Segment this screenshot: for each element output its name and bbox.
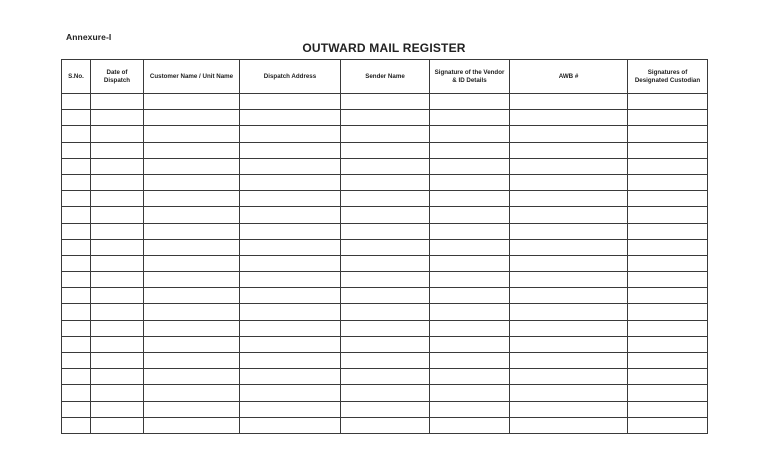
table-cell [62,191,91,207]
table-cell [510,110,628,126]
table-cell [628,94,708,110]
table-cell [62,239,91,255]
table-cell [91,385,144,401]
table-cell [510,174,628,190]
register-body [62,94,708,434]
table-cell [628,207,708,223]
col-header-custodian-signature [628,60,708,94]
table-cell [240,417,341,433]
table-cell [430,417,510,433]
table-cell [144,158,240,174]
table-row [62,385,708,401]
table-cell [510,223,628,239]
table-cell [240,353,341,369]
table-cell [341,126,430,142]
table-cell [510,385,628,401]
table-row [62,353,708,369]
table-cell [430,191,510,207]
table-cell [628,126,708,142]
table-row [62,142,708,158]
table-cell [341,223,430,239]
col-header-custodian-label: Signatures of Designated Custodian [634,69,701,84]
col-header-dispatch-address [240,60,341,94]
table-cell [240,336,341,352]
table-cell [430,223,510,239]
table-cell [628,288,708,304]
table-cell [510,239,628,255]
table-cell [510,126,628,142]
table-cell [144,304,240,320]
col-header-customer-label: Customer Name / Unit Name [149,72,234,80]
table-cell [430,304,510,320]
table-cell [510,417,628,433]
table-cell [91,110,144,126]
table-cell [628,417,708,433]
table-cell [144,255,240,271]
table-row [62,320,708,336]
table-cell [240,304,341,320]
table-cell [91,369,144,385]
table-cell [628,255,708,271]
table-cell [144,272,240,288]
table-cell [240,110,341,126]
table-row [62,272,708,288]
table-row [62,304,708,320]
table-cell [430,353,510,369]
table-cell [240,126,341,142]
table-cell [144,336,240,352]
table-row [62,158,708,174]
table-cell [430,110,510,126]
table-cell [240,191,341,207]
table-cell [144,223,240,239]
table-cell [144,417,240,433]
table-cell [144,288,240,304]
register-title: OUTWARD MAIL REGISTER [302,41,466,55]
table-cell [91,94,144,110]
table-cell [341,255,430,271]
table-cell [341,288,430,304]
table-cell [430,239,510,255]
table-cell [62,207,91,223]
table-cell [430,207,510,223]
table-cell [91,191,144,207]
table-cell [91,174,144,190]
table-cell [430,369,510,385]
table-row [62,223,708,239]
table-cell [341,417,430,433]
table-cell [144,320,240,336]
table-row [62,174,708,190]
table-cell [62,401,91,417]
table-cell [62,353,91,369]
table-cell [628,272,708,288]
table-cell [62,288,91,304]
table-cell [91,401,144,417]
table-cell [510,288,628,304]
table-cell [240,401,341,417]
table-cell [430,385,510,401]
table-cell [144,401,240,417]
table-cell [240,142,341,158]
table-row [62,94,708,110]
table-cell [430,288,510,304]
table-cell [144,94,240,110]
table-cell [144,191,240,207]
table-cell [240,158,341,174]
col-header-date-of-dispatch [91,60,144,94]
table-cell [62,336,91,352]
table-cell [628,320,708,336]
table-cell [62,255,91,271]
table-cell [240,320,341,336]
table-row [62,417,708,433]
table-cell [62,126,91,142]
table-cell [510,304,628,320]
table-cell [510,255,628,271]
table-cell [240,369,341,385]
table-cell [62,417,91,433]
table-cell [240,272,341,288]
table-cell [510,191,628,207]
table-cell [341,239,430,255]
table-cell [341,207,430,223]
table-row [62,239,708,255]
table-cell [62,174,91,190]
table-cell [341,191,430,207]
col-header-date-label: Date of Dispatch [103,69,131,84]
table-cell [430,158,510,174]
table-cell [341,385,430,401]
table-cell [341,272,430,288]
table-cell [628,304,708,320]
table-cell [341,336,430,352]
table-cell [240,288,341,304]
table-cell [430,401,510,417]
annexure-label: Annexure-I [66,32,112,42]
table-cell [510,142,628,158]
table-cell [510,369,628,385]
table-cell [62,110,91,126]
table-row [62,255,708,271]
table-cell [91,353,144,369]
table-cell [510,401,628,417]
table-cell [341,353,430,369]
table-cell [62,142,91,158]
table-cell [91,304,144,320]
outward-mail-register-table [61,59,708,434]
table-cell [91,272,144,288]
header-row [62,60,708,94]
table-cell [240,94,341,110]
table-cell [430,126,510,142]
table-cell [240,385,341,401]
table-cell [240,174,341,190]
table-row [62,336,708,352]
table-row [62,369,708,385]
table-cell [628,174,708,190]
table-cell [144,126,240,142]
table-cell [510,272,628,288]
table-cell [91,158,144,174]
table-cell [62,223,91,239]
table-cell [628,353,708,369]
table-cell [510,320,628,336]
table-cell [510,158,628,174]
table-cell [430,320,510,336]
table-cell [341,320,430,336]
table-row [62,110,708,126]
col-header-awb-label: AWB # [558,72,579,80]
col-header-vendor-label: Signature of the Vendor & ID Details [434,69,505,84]
table-cell [240,207,341,223]
col-header-awb [510,60,628,94]
table-cell [628,223,708,239]
table-cell [91,207,144,223]
col-header-address-label: Dispatch Address [263,72,317,80]
table-cell [144,110,240,126]
table-cell [62,385,91,401]
table-cell [628,110,708,126]
col-header-sno-label: S.No. [68,72,84,80]
table-cell [628,191,708,207]
table-cell [144,142,240,158]
table-cell [341,158,430,174]
table-cell [341,142,430,158]
table-cell [91,417,144,433]
table-cell [628,385,708,401]
table-cell [62,304,91,320]
table-cell [430,142,510,158]
table-cell [91,320,144,336]
table-cell [628,401,708,417]
col-header-sender-name [341,60,430,94]
table-cell [62,94,91,110]
table-cell [144,353,240,369]
table-cell [341,174,430,190]
table-cell [430,174,510,190]
table-row [62,126,708,142]
table-cell [62,158,91,174]
table-cell [628,336,708,352]
table-cell [628,369,708,385]
table-cell [91,142,144,158]
table-cell [430,272,510,288]
table-cell [91,239,144,255]
table-cell [510,336,628,352]
table-cell [91,126,144,142]
table-cell [240,255,341,271]
table-cell [91,336,144,352]
table-row [62,401,708,417]
table-row [62,207,708,223]
table-cell [341,401,430,417]
table-cell [144,174,240,190]
table-cell [510,353,628,369]
table-cell [430,336,510,352]
table-cell [62,320,91,336]
col-header-vendor-signature [430,60,510,94]
col-header-sno [62,60,91,94]
table-cell [91,288,144,304]
table-cell [341,94,430,110]
table-row [62,191,708,207]
table-cell [144,369,240,385]
table-cell [430,255,510,271]
table-row [62,288,708,304]
table-cell [628,142,708,158]
table-cell [91,223,144,239]
table-cell [341,110,430,126]
table-cell [510,94,628,110]
table-cell [62,272,91,288]
table-cell [144,207,240,223]
table-cell [430,94,510,110]
table-cell [240,239,341,255]
table-cell [628,158,708,174]
col-header-customer-name [144,60,240,94]
table-cell [341,369,430,385]
table-cell [91,255,144,271]
table-cell [240,223,341,239]
table-cell [628,239,708,255]
table-cell [62,369,91,385]
table-cell [341,304,430,320]
col-header-sender-label: Sender Name [365,72,405,80]
table-cell [144,385,240,401]
table-cell [510,207,628,223]
table-cell [144,239,240,255]
